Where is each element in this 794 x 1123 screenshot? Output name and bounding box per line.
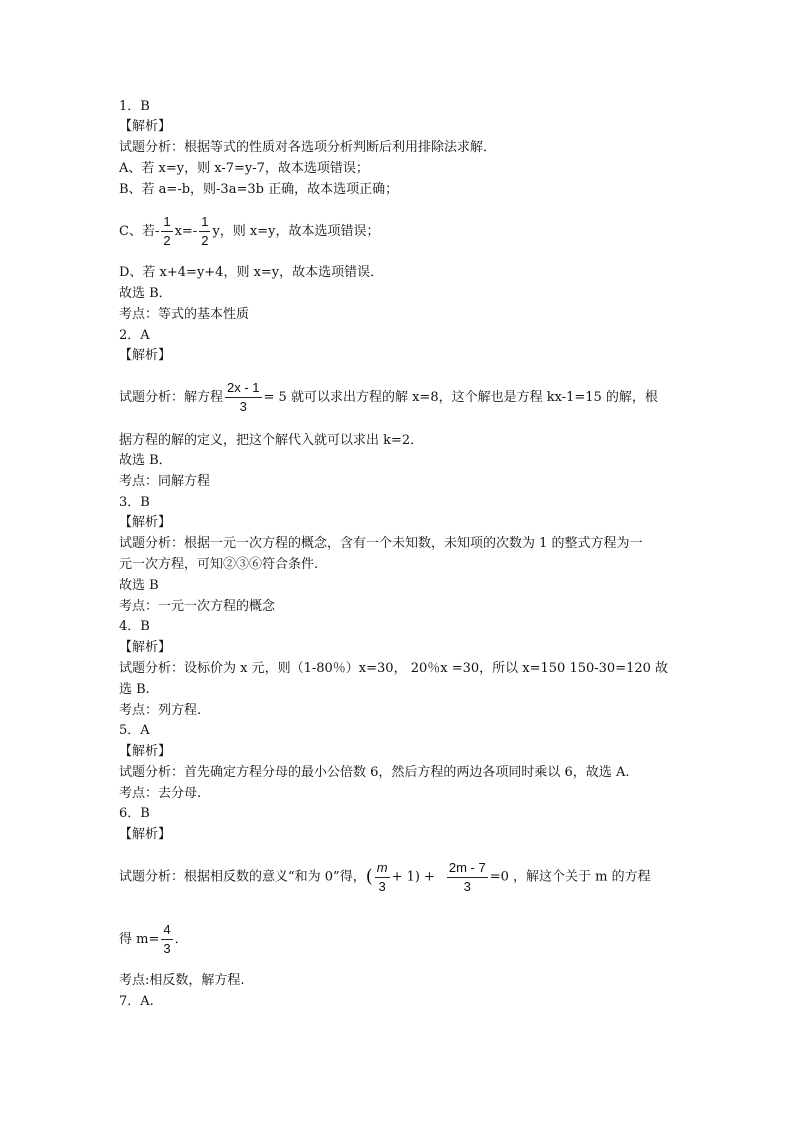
option-c-mid: x=- <box>174 224 198 239</box>
analysis-line-4b: 选 B. <box>119 682 150 697</box>
point-6: 考点:相反数，解方程. <box>119 973 245 988</box>
plus-one-close: + 1) <box>391 869 420 885</box>
answer-3: 3．B <box>119 495 150 510</box>
point-4: 考点：列方程. <box>119 703 202 718</box>
choose-1: 故选 B． <box>119 286 172 301</box>
q2-line-prefix: 试题分析：解方程 <box>119 390 224 405</box>
answer-1: 1．B <box>119 99 150 114</box>
fraction-4-over-3: $\frac{4}{3}$ <box>163 922 171 956</box>
analysis-text-1: 试题分析：根据等式的性质对各选项分析判断后利用排除法求解． <box>119 140 497 155</box>
fraction-one-half-b: $\frac{1}{2}$ <box>201 214 209 248</box>
option-c-prefix: C、若- <box>119 224 160 239</box>
analysis-heading-6: 【解析】 <box>119 827 172 842</box>
point-3: 考点：一元一次方程的概念 <box>119 599 276 614</box>
analysis-heading-3: 【解析】 <box>119 515 172 530</box>
analysis-line-2b: 据方程的解的定义，把这个解代入就可以求出 k=2． <box>119 433 424 448</box>
answer-7: 7．A. <box>119 994 154 1009</box>
choose-2: 故选 B． <box>119 453 172 468</box>
option-c-1 <box>119 212 379 252</box>
choose-3: 故选 B <box>119 578 159 593</box>
point-5: 考点：去分母. <box>119 786 202 801</box>
answer-6: 6．B <box>119 806 150 821</box>
analysis-line-4a: 试题分析：设标价为 x 元，则（1-80％）x=30， 20％x =30，所以 x=150 150-30=120 故 <box>119 661 669 676</box>
answer-5: 5．A <box>119 723 150 738</box>
fraction-2m-minus-7-over-3: $\frac{2m - 7}{3}$ <box>448 859 486 894</box>
option-d-1: D、若 x+4=y+4，则 x=y，故本选项错误． <box>119 265 384 280</box>
option-b-1: B、若 a=-b，则-3a=3b 正确，故本选项正确； <box>119 182 399 197</box>
point-1: 考点：等式的基本性质 <box>119 307 250 322</box>
point-2: 考点：同解方程 <box>119 474 211 489</box>
option-a-1: A、若 x=y，则 x-7=y-7，故本选项错误； <box>119 161 369 176</box>
fraction-2x-minus-1-over-3: $\frac{2x - 1}{3}$ <box>227 380 260 414</box>
analysis-line-3a: 试题分析：根据一元一次方程的概念，含有一个未知数，未知项的次数为 1 的整式方程为一 <box>119 536 643 551</box>
q6-equals-zero: =0 ，解这个关于 m 的方程 <box>489 869 651 885</box>
fraction-m-over-3: $\frac{m}{3}$ <box>376 859 388 894</box>
answer-4: 4．B <box>119 619 150 634</box>
plus-sign: + <box>423 869 435 885</box>
analysis-line-2a <box>119 378 658 418</box>
analysis-heading-2: 【解析】 <box>119 348 172 363</box>
q6-line-prefix: 试题分析：根据相反数的意义“和为 0”得， <box>119 869 366 885</box>
analysis-line-5a: 试题分析：首先确定方程分母的最小公倍数 6，然后方程的两边各项同时乘以 6，故选 A. <box>119 765 630 780</box>
analysis-line-6a <box>119 857 651 897</box>
analysis-line-6b <box>119 920 188 960</box>
analysis-heading-4: 【解析】 <box>119 640 172 655</box>
q6-result-prefix: 得 m= <box>119 932 160 947</box>
analysis-heading-5: 【解析】 <box>119 744 172 759</box>
option-c-suffix: y，则 x=y，故本选项错误； <box>212 224 380 239</box>
analysis-heading-1: 【解析】 <box>119 119 172 134</box>
q2-line-suffix: = 5 就可以求出方程的解 x=8，这个解也是方程 kx-1=15 的解，根 <box>263 390 658 405</box>
q6-result-suffix: ． <box>174 932 188 947</box>
open-paren: ( <box>365 866 373 887</box>
answer-2: 2．A <box>119 328 150 343</box>
fraction-one-half-a: $\frac{1}{2}$ <box>163 214 171 248</box>
analysis-line-3b: 元一次方程，可知②③⑥符合条件. <box>119 557 319 572</box>
